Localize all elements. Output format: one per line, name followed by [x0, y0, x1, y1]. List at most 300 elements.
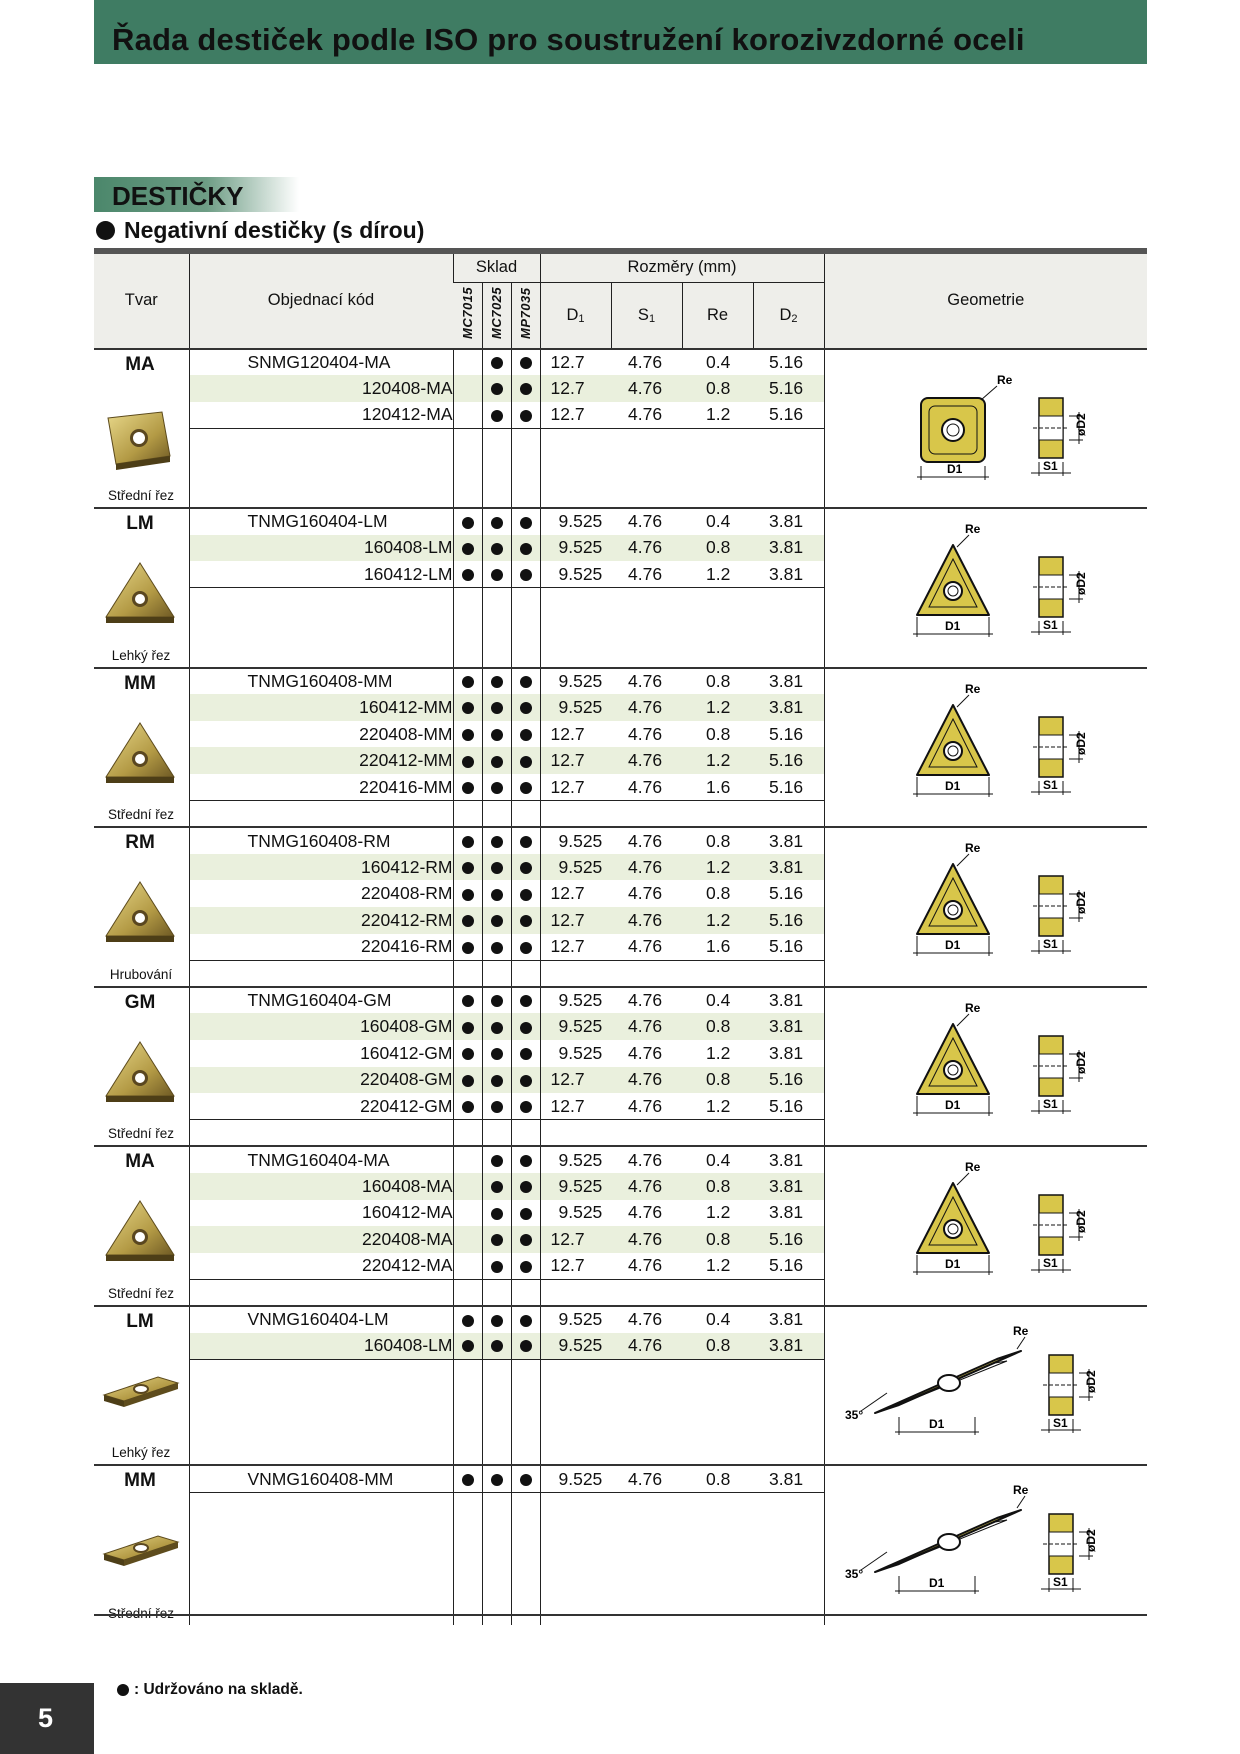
- label-d1: D1: [928, 1416, 944, 1431]
- stock-dot-icon: [462, 1474, 474, 1486]
- dim-d2: 3.81: [753, 1465, 824, 1492]
- stock-cell: [511, 880, 540, 907]
- dim-s1: 4.76: [611, 774, 682, 801]
- stock-cell: [453, 907, 482, 934]
- col-header-tvar: Tvar: [94, 254, 189, 349]
- dim-re: 1.2: [682, 561, 753, 588]
- stock-dot-icon: [520, 702, 532, 714]
- stock-dot-icon: [491, 942, 503, 954]
- label-d2: øD2: [1073, 1051, 1088, 1074]
- label-d1: D1: [944, 938, 960, 953]
- stock-dot-icon: [491, 756, 503, 768]
- stock-dot-icon: [117, 1684, 129, 1696]
- stock-dot-icon: [520, 1048, 532, 1060]
- stock-cell: [511, 854, 540, 881]
- geometry-drawing-triangle: [825, 828, 1148, 988]
- stock-dot-icon: [491, 357, 503, 369]
- blank-cell: [189, 1279, 453, 1306]
- stock-cell: [453, 1146, 482, 1173]
- cut-type: Střední řez: [107, 1285, 175, 1301]
- label-d1: D1: [944, 1257, 960, 1272]
- geometry-drawing-triangle: [825, 1147, 1148, 1307]
- side-view: [1031, 717, 1088, 795]
- col-header-geometry: Geometrie: [824, 254, 1147, 349]
- stock-dot-icon: [491, 543, 503, 555]
- dim-s1: 4.76: [611, 1173, 682, 1200]
- table-row: [94, 987, 1147, 1014]
- dim-d1: 12.7: [540, 880, 611, 907]
- insert-type-name: RM: [125, 832, 155, 854]
- stock-dot-icon: [462, 569, 474, 581]
- insert-photo: [102, 876, 180, 959]
- insert-type-name: LM: [126, 1310, 154, 1332]
- blank-cell: [453, 588, 482, 668]
- blank-cell: [482, 1492, 511, 1625]
- blank-cell: [453, 801, 482, 828]
- dim-d1: 9.525: [540, 694, 611, 721]
- label-s1: S1: [1042, 777, 1058, 792]
- stock-cell: [511, 1226, 540, 1253]
- stock-cell: [453, 694, 482, 721]
- stock-dot-icon: [462, 862, 474, 874]
- dim-s1: 4.76: [611, 1013, 682, 1040]
- order-code: TNMG160408-MM: [189, 668, 453, 695]
- stock-cell: [482, 1200, 511, 1227]
- dim-d1: 12.7: [540, 1067, 611, 1094]
- stock-cell: [511, 1173, 540, 1200]
- blank-cell: [540, 588, 611, 668]
- section-title-band: [94, 177, 299, 212]
- stock-cell: [511, 1306, 540, 1333]
- geometry-drawing-rhombus: [825, 1466, 1148, 1626]
- dim-re: 0.4: [682, 987, 753, 1014]
- stock-cell: [511, 774, 540, 801]
- dim-d1: 9.525: [540, 1146, 611, 1173]
- stock-dot-icon: [462, 915, 474, 927]
- blank-cell: [482, 1279, 511, 1306]
- order-code: SNMG120404-MA: [189, 349, 453, 376]
- stock-dot-icon: [520, 543, 532, 555]
- blank-cell: [611, 960, 682, 987]
- dim-re: 0.8: [682, 1226, 753, 1253]
- insert-type-cell: [94, 349, 189, 509]
- stock-dot-icon: [462, 889, 474, 901]
- order-code: 220408-GM: [189, 1067, 453, 1094]
- stock-cell: [482, 1226, 511, 1253]
- stock-dot-icon: [462, 942, 474, 954]
- stock-dot-icon: [491, 729, 503, 741]
- order-code: 160408-MA: [189, 1173, 453, 1200]
- stock-cell: [453, 1333, 482, 1360]
- dim-re: 1.6: [682, 934, 753, 961]
- order-code: TNMG160404-LM: [189, 508, 453, 535]
- stock-dot-icon: [462, 676, 474, 688]
- blank-cell: [753, 1492, 824, 1625]
- dim-re: 0.8: [682, 375, 753, 402]
- insert-type-name: MA: [125, 1151, 155, 1173]
- col-header-s1: S1: [611, 282, 682, 349]
- blank-cell: [189, 960, 453, 987]
- stock-dot-icon: [491, 1340, 503, 1352]
- dim-s1: 4.76: [611, 907, 682, 934]
- stock-dot-icon: [520, 942, 532, 954]
- dim-d2: 3.81: [753, 1013, 824, 1040]
- dim-d2: 5.16: [753, 747, 824, 774]
- dim-d2: 3.81: [753, 1306, 824, 1333]
- order-code: 160412-MA: [189, 1200, 453, 1227]
- stock-dot-icon: [491, 1155, 503, 1167]
- order-code: 220412-MA: [189, 1253, 453, 1280]
- cut-type: Hrubování: [109, 966, 173, 982]
- label-d2: øD2: [1083, 1529, 1098, 1553]
- blank-cell: [611, 428, 682, 508]
- order-code: 160408-GM: [189, 1013, 453, 1040]
- stock-cell: [511, 668, 540, 695]
- blank-cell: [453, 428, 482, 508]
- legend: [117, 1681, 303, 1699]
- blank-cell: [453, 1359, 482, 1465]
- dim-s1: 4.76: [611, 561, 682, 588]
- stock-dot-icon: [462, 782, 474, 794]
- dim-d1: 12.7: [540, 402, 611, 429]
- dim-d2: 3.81: [753, 694, 824, 721]
- dim-d1: 12.7: [540, 907, 611, 934]
- stock-dot-icon: [491, 1075, 503, 1087]
- blank-cell: [511, 1120, 540, 1147]
- dim-d1: 9.525: [540, 668, 611, 695]
- label-s1: S1: [1042, 1256, 1058, 1271]
- blank-cell: [189, 1492, 453, 1625]
- order-code: 160408-LM: [189, 535, 453, 562]
- stock-dot-icon: [491, 862, 503, 874]
- geometry-drawing-triangle: [825, 669, 1148, 829]
- col-header-re: Re: [682, 282, 753, 349]
- insert-photo: [102, 1514, 180, 1597]
- dim-d2: 3.81: [753, 827, 824, 854]
- stock-cell: [482, 402, 511, 429]
- table-row: [94, 668, 1147, 695]
- stock-cell: [453, 535, 482, 562]
- side-view: [1031, 1036, 1088, 1114]
- stock-cell: [453, 561, 482, 588]
- dim-d2: 5.16: [753, 1253, 824, 1280]
- dim-s1: 4.76: [611, 1146, 682, 1173]
- dim-re: 1.2: [682, 747, 753, 774]
- order-code: TNMG160404-MA: [189, 1146, 453, 1173]
- dim-d1: 9.525: [540, 1040, 611, 1067]
- dim-re: 0.8: [682, 721, 753, 748]
- stock-cell: [511, 987, 540, 1014]
- dim-s1: 4.76: [611, 668, 682, 695]
- order-code: 160412-MM: [189, 694, 453, 721]
- stock-cell: [511, 402, 540, 429]
- insert-photo-triangle: [102, 557, 180, 635]
- dim-s1: 4.76: [611, 375, 682, 402]
- dim-s1: 4.76: [611, 1226, 682, 1253]
- table-row: [94, 1306, 1147, 1333]
- dim-re: 1.2: [682, 694, 753, 721]
- dim-re: 0.8: [682, 668, 753, 695]
- dim-d2: 5.16: [753, 1067, 824, 1094]
- stock-dot-icon: [462, 836, 474, 848]
- geometry-drawing-triangle: [825, 509, 1148, 669]
- dim-s1: 4.76: [611, 880, 682, 907]
- dim-d1: 12.7: [540, 1253, 611, 1280]
- stock-cell: [453, 1465, 482, 1492]
- bullet-icon: [96, 221, 115, 240]
- table-row: [94, 349, 1147, 376]
- dim-s1: 4.76: [611, 721, 682, 748]
- stock-dot-icon: [462, 1315, 474, 1327]
- order-code: VNMG160408-MM: [189, 1465, 453, 1492]
- stock-cell: [482, 827, 511, 854]
- stock-cell: [511, 721, 540, 748]
- insert-photo: [102, 717, 180, 800]
- dim-s1: 4.76: [611, 987, 682, 1014]
- label-d1: D1: [944, 1097, 960, 1112]
- dim-re: 1.6: [682, 774, 753, 801]
- blank-cell: [753, 1359, 824, 1465]
- dim-d2: 3.81: [753, 987, 824, 1014]
- label-d2: øD2: [1073, 1210, 1088, 1234]
- blank-cell: [511, 1279, 540, 1306]
- page-number: 5: [38, 1703, 54, 1733]
- stock-dot-icon: [491, 1048, 503, 1060]
- dim-d1: 9.525: [540, 827, 611, 854]
- col-header-code: Objednací kód: [189, 254, 453, 349]
- dim-d1: 9.525: [540, 1013, 611, 1040]
- blank-cell: [682, 588, 753, 668]
- dim-d2: 5.16: [753, 1093, 824, 1120]
- stock-dot-icon: [491, 1261, 503, 1273]
- order-code: 220412-RM: [189, 907, 453, 934]
- label-s1: S1: [1042, 1096, 1058, 1111]
- blank-cell: [753, 960, 824, 987]
- stock-cell: [453, 774, 482, 801]
- stock-dot-icon: [520, 862, 532, 874]
- dim-re: 0.8: [682, 535, 753, 562]
- label-d2: øD2: [1073, 731, 1088, 755]
- col-header-rozmery: Rozměry (mm): [540, 254, 824, 282]
- stock-cell: [453, 721, 482, 748]
- stock-cell: [453, 880, 482, 907]
- dim-re: 1.2: [682, 1040, 753, 1067]
- insert-photo: [102, 1355, 180, 1438]
- side-view: [1041, 1514, 1098, 1592]
- table-row: [94, 508, 1147, 535]
- dim-re: 0.8: [682, 827, 753, 854]
- table-row: [94, 827, 1147, 854]
- stock-dot-icon: [520, 1474, 532, 1486]
- stock-dot-icon: [491, 889, 503, 901]
- blank-cell: [682, 1120, 753, 1147]
- blank-cell: [611, 588, 682, 668]
- stock-cell: [511, 535, 540, 562]
- stock-dot-icon: [462, 995, 474, 1007]
- stock-dot-icon: [491, 702, 503, 714]
- stock-cell: [482, 1040, 511, 1067]
- dim-d1: 12.7: [540, 721, 611, 748]
- dim-d2: 3.81: [753, 1200, 824, 1227]
- dim-d1: 12.7: [540, 375, 611, 402]
- insert-type-cell: [94, 1465, 189, 1625]
- stock-dot-icon: [462, 1075, 474, 1087]
- stock-dot-icon: [491, 383, 503, 395]
- blank-cell: [682, 801, 753, 828]
- stock-dot-icon: [491, 410, 503, 422]
- geometry-cell: [824, 349, 1147, 509]
- blank-cell: [611, 1120, 682, 1147]
- stock-dot-icon: [491, 569, 503, 581]
- blank-cell: [453, 1120, 482, 1147]
- dim-s1: 4.76: [611, 1306, 682, 1333]
- order-code: 220408-MA: [189, 1226, 453, 1253]
- stock-cell: [482, 854, 511, 881]
- insert-photo: [102, 557, 180, 640]
- blank-cell: [753, 428, 824, 508]
- section-subtitle-text: Negativní destičky (s dírou): [124, 217, 425, 243]
- stock-dot-icon: [520, 836, 532, 848]
- blank-cell: [682, 1359, 753, 1465]
- label-angle: 35°: [844, 1407, 863, 1422]
- stock-cell: [453, 1093, 482, 1120]
- stock-cell: [482, 1093, 511, 1120]
- stock-cell: [453, 747, 482, 774]
- stock-cell: [511, 1465, 540, 1492]
- insert-type-name: MM: [124, 1470, 156, 1492]
- blank-cell: [511, 960, 540, 987]
- geometry-cell: [824, 1306, 1147, 1466]
- order-code: 160412-GM: [189, 1040, 453, 1067]
- label-s1: S1: [1042, 458, 1058, 473]
- dim-d2: 5.16: [753, 880, 824, 907]
- blank-cell: [511, 801, 540, 828]
- side-view: [1031, 1195, 1088, 1273]
- blank-cell: [482, 428, 511, 508]
- order-code: TNMG160404-GM: [189, 987, 453, 1014]
- geometry-drawing-rhombus: [825, 1307, 1148, 1467]
- dim-re: 1.2: [682, 854, 753, 881]
- dim-re: 1.2: [682, 1093, 753, 1120]
- stock-dot-icon: [520, 1234, 532, 1246]
- label-re: Re: [964, 522, 980, 537]
- stock-cell: [511, 561, 540, 588]
- stock-cell: [511, 747, 540, 774]
- stock-dot-icon: [520, 676, 532, 688]
- stock-cell: [511, 1333, 540, 1360]
- dim-re: 0.4: [682, 1146, 753, 1173]
- stock-dot-icon: [520, 729, 532, 741]
- order-code: VNMG160404-LM: [189, 1306, 453, 1333]
- stock-dot-icon: [520, 410, 532, 422]
- insert-photo: [102, 1036, 180, 1119]
- stock-dot-icon: [491, 517, 503, 529]
- side-view: [1041, 1355, 1098, 1433]
- geometry-drawing-square: [825, 350, 1148, 510]
- dim-d2: 5.16: [753, 774, 824, 801]
- col-header-grade-1: MC7015: [453, 282, 482, 349]
- stock-dot-icon: [491, 1315, 503, 1327]
- stock-dot-icon: [491, 1208, 503, 1220]
- dim-d2: 3.81: [753, 508, 824, 535]
- stock-cell: [511, 1093, 540, 1120]
- blank-cell: [189, 588, 453, 668]
- dim-d1: 12.7: [540, 1226, 611, 1253]
- insert-type-name: MM: [124, 672, 156, 694]
- blank-cell: [482, 588, 511, 668]
- blank-cell: [753, 1279, 824, 1306]
- stock-cell: [482, 375, 511, 402]
- blank-cell: [453, 1492, 482, 1625]
- insert-photo-square: [102, 398, 180, 476]
- stock-cell: [511, 907, 540, 934]
- page-number-box: [0, 1683, 94, 1754]
- label-re: Re: [1012, 1483, 1028, 1498]
- stock-dot-icon: [520, 1075, 532, 1087]
- blank-cell: [453, 1279, 482, 1306]
- dim-re: 0.4: [682, 508, 753, 535]
- section-subtitle: [96, 217, 424, 244]
- stock-dot-icon: [520, 1315, 532, 1327]
- stock-cell: [511, 1200, 540, 1227]
- dim-re: 0.8: [682, 1333, 753, 1360]
- dim-d1: 9.525: [540, 1200, 611, 1227]
- section-title: DESTIČKY: [112, 181, 244, 211]
- stock-cell: [482, 907, 511, 934]
- dim-s1: 4.76: [611, 694, 682, 721]
- side-view: [1031, 876, 1088, 954]
- stock-cell: [482, 535, 511, 562]
- dim-s1: 4.76: [611, 402, 682, 429]
- dim-s1: 4.76: [611, 934, 682, 961]
- dim-s1: 4.76: [611, 535, 682, 562]
- dim-s1: 4.76: [611, 747, 682, 774]
- stock-cell: [482, 1146, 511, 1173]
- blank-cell: [753, 588, 824, 668]
- order-code: 160412-RM: [189, 854, 453, 881]
- stock-cell: [511, 1067, 540, 1094]
- stock-cell: [511, 1146, 540, 1173]
- label-d2: øD2: [1073, 891, 1088, 915]
- blank-cell: [540, 960, 611, 987]
- stock-dot-icon: [520, 1261, 532, 1273]
- dim-s1: 4.76: [611, 1067, 682, 1094]
- insert-photo-triangle: [102, 1036, 180, 1114]
- stock-cell: [453, 1067, 482, 1094]
- geometry-cell: [824, 987, 1147, 1147]
- stock-cell: [482, 1465, 511, 1492]
- stock-cell: [511, 1040, 540, 1067]
- label-re: Re: [996, 372, 1012, 387]
- stock-cell: [453, 402, 482, 429]
- dim-d2: 3.81: [753, 854, 824, 881]
- order-code: 120412-MA: [189, 402, 453, 429]
- geometry-cell: [824, 508, 1147, 668]
- stock-dot-icon: [491, 836, 503, 848]
- stock-cell: [453, 1253, 482, 1280]
- dim-re: 1.2: [682, 402, 753, 429]
- dim-s1: 4.76: [611, 854, 682, 881]
- label-d1: D1: [944, 619, 960, 634]
- stock-cell: [482, 1067, 511, 1094]
- stock-dot-icon: [462, 1340, 474, 1352]
- blank-cell: [189, 1359, 453, 1465]
- stock-dot-icon: [491, 1101, 503, 1113]
- dim-d2: 3.81: [753, 1146, 824, 1173]
- stock-dot-icon: [462, 1101, 474, 1113]
- stock-cell: [482, 1253, 511, 1280]
- dim-d1: 9.525: [540, 535, 611, 562]
